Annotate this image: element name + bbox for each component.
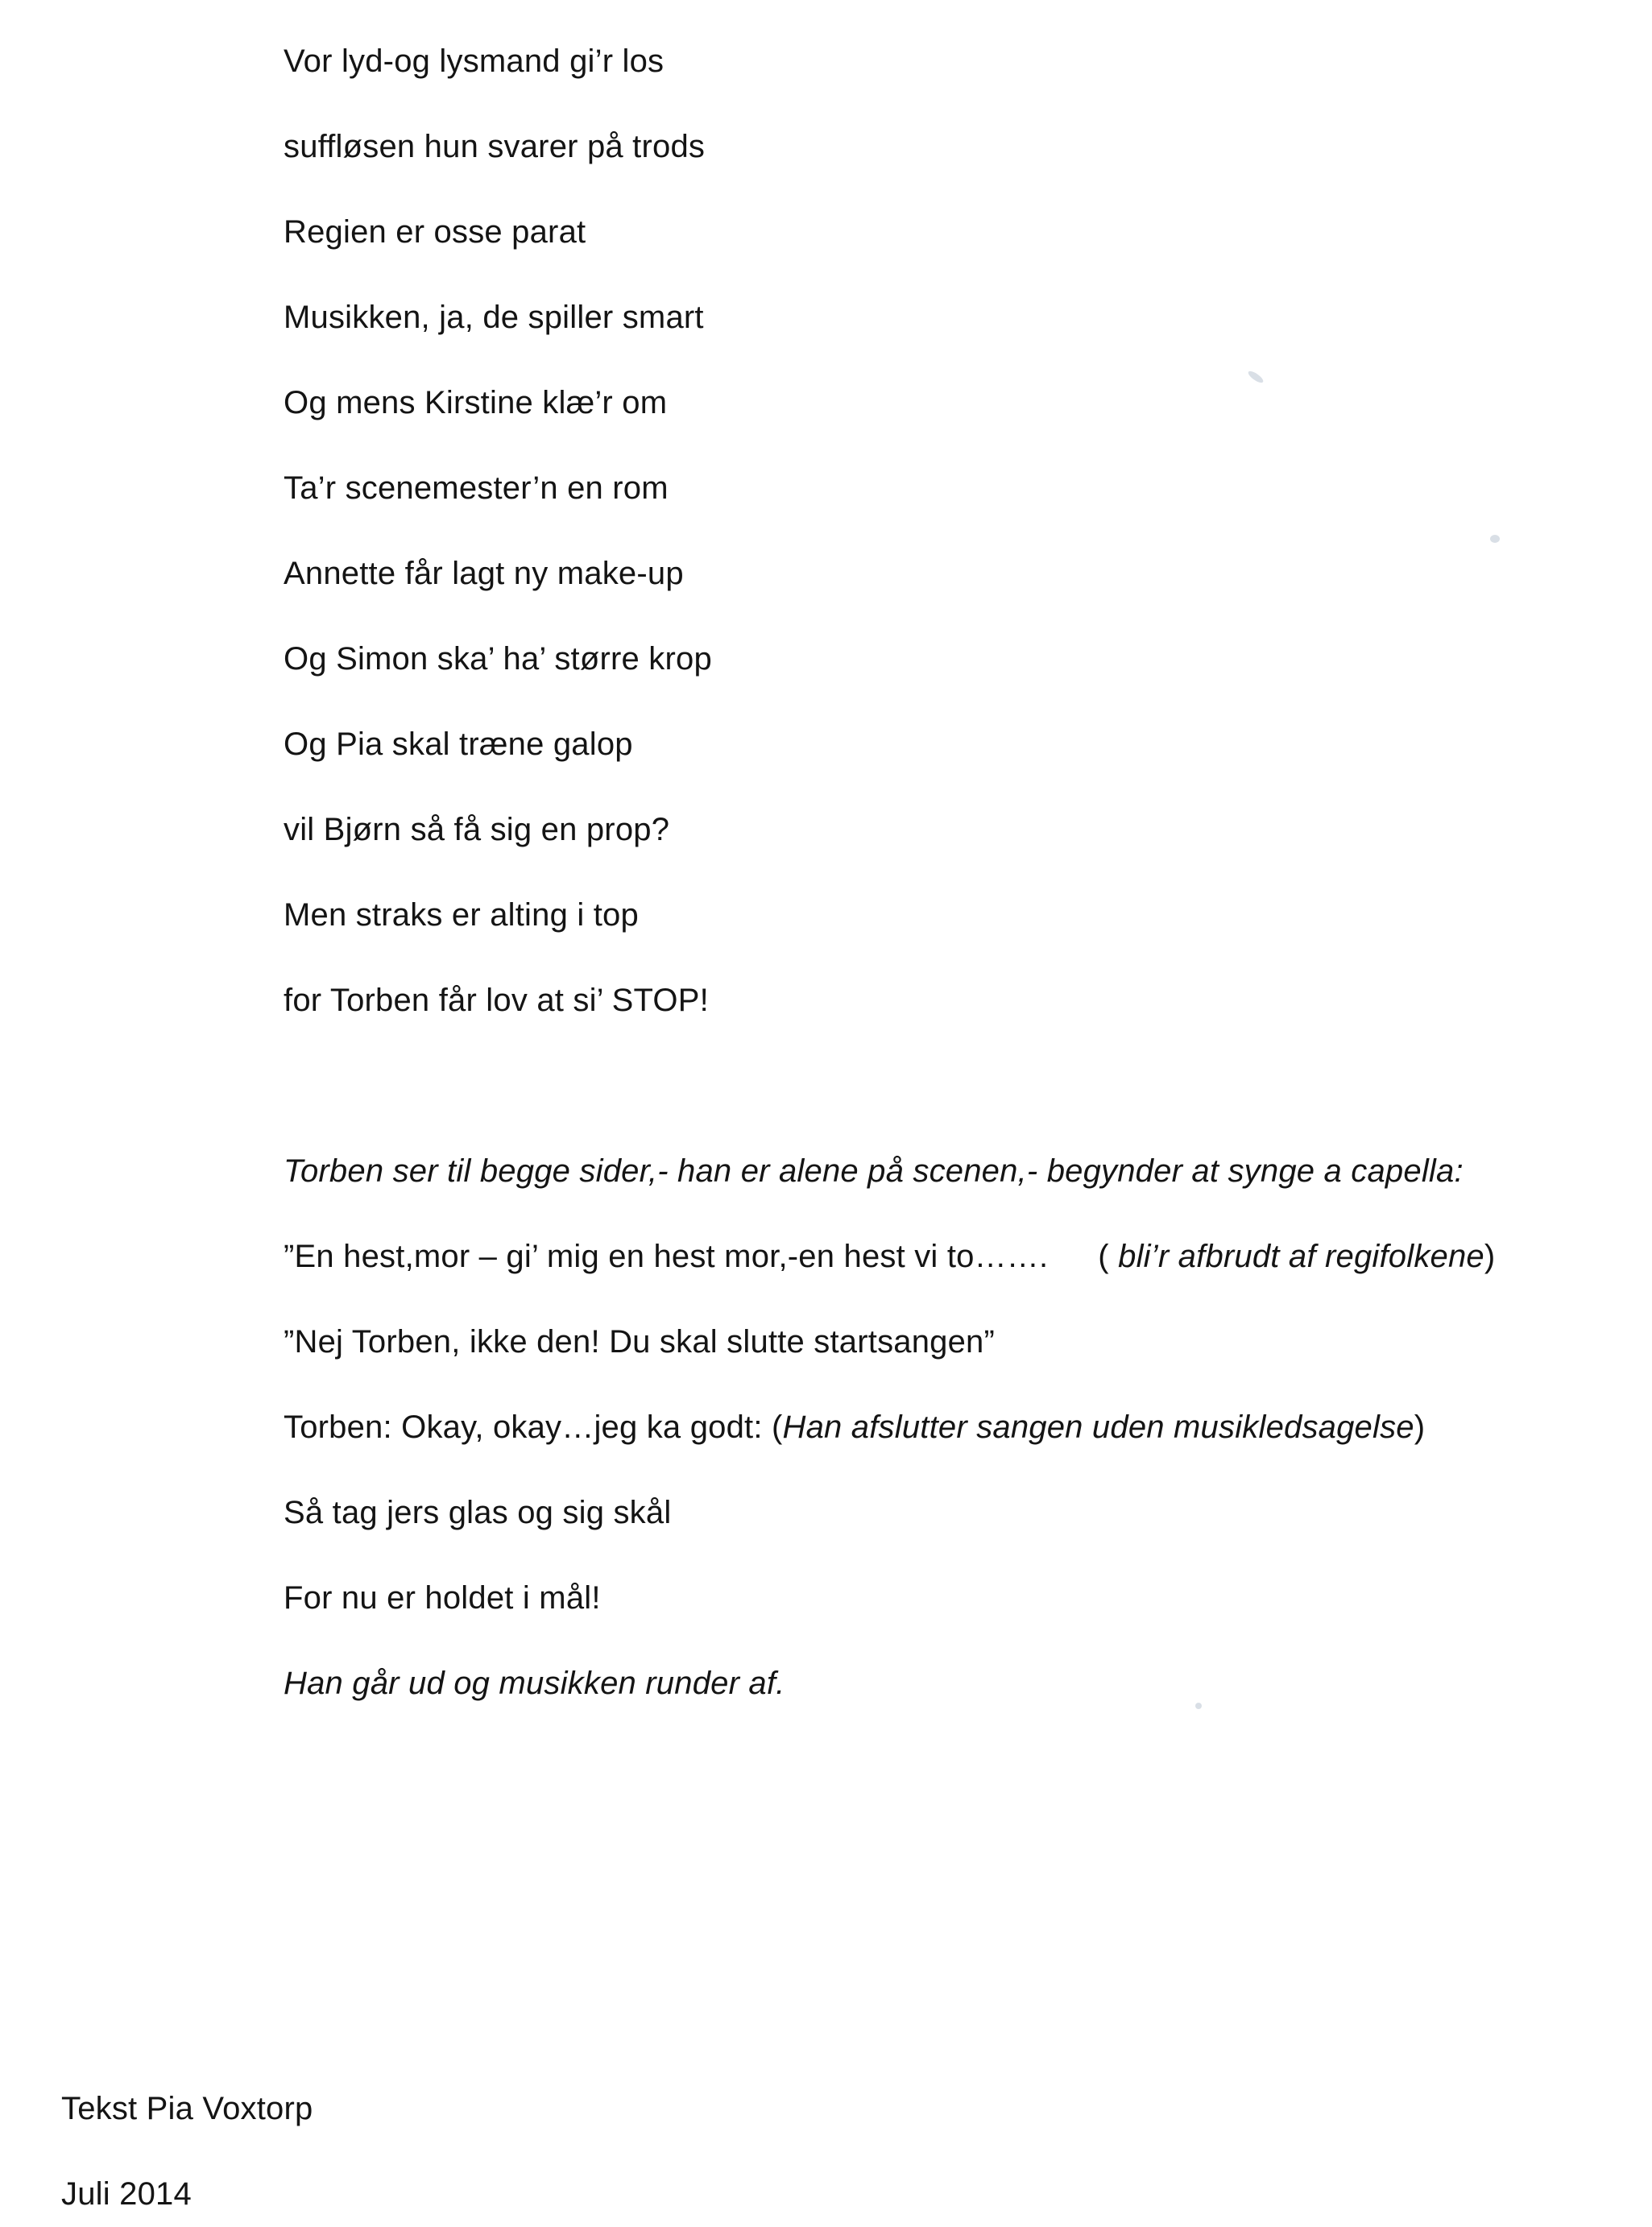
verse-line: vil Bjørn så få sig en prop? [284, 812, 670, 847]
verse-line: Ta’r scenemester’n en rom [284, 470, 669, 506]
scan-speck [1490, 535, 1500, 543]
torben-close: ) [1414, 1409, 1426, 1445]
song-line: ”En hest,mor – gi’ mig en hest mor,-en hest vi to……. [284, 1239, 1049, 1274]
torben-direction: Han afslutter sangen uden musikledsagelse [782, 1409, 1414, 1445]
interruption-direction: bli’r afbrudt af regifolkene [1118, 1239, 1484, 1274]
dialogue-line [284, 1237, 1495, 1276]
verse-line: for Torben får lov at si’ STOP! [284, 983, 709, 1018]
torben-line [284, 1408, 1425, 1447]
verse-line: Musikken, ja, de spiller smart [284, 300, 704, 335]
verse-line: Og Simon ska’ ha’ større krop [284, 641, 712, 677]
verse-line: Annette får lagt ny make-up [284, 556, 684, 591]
verse-line: Vor lyd-og lysmand gi’r los [284, 43, 665, 79]
closing-stage-direction: Han går ud og musikken runder af. [284, 1666, 785, 1701]
verse-line: Og mens Kirstine klæ’r om [284, 385, 668, 420]
verse-line: Regien er osse parat [284, 214, 586, 250]
interruption-open: ( [1098, 1239, 1119, 1274]
torben-speech: Torben: Okay, okay…jeg ka godt: ( [284, 1409, 783, 1445]
scan-speck [1195, 1703, 1202, 1709]
final-verse-line: Så tag jers glas og sig skål [284, 1495, 672, 1530]
verse-line: Og Pia skal træne galop [284, 726, 633, 762]
verse-line: Men straks er alting i top [284, 897, 639, 933]
interruption-close: ) [1484, 1239, 1496, 1274]
author-credit: Tekst Pia Voxtorp [61, 2091, 313, 2126]
stage-direction: Torben ser til begge sider,- han er alene på scenen,- begynder at synge a capella: [284, 1153, 1464, 1189]
verse-line: suffløsen hun svarer på trods [284, 129, 706, 164]
reply-line: ”Nej Torben, ikke den! Du skal slutte startsangen” [284, 1324, 996, 1360]
scan-speck [1247, 369, 1265, 384]
date: Juli 2014 [61, 2176, 192, 2212]
final-verse-line: For nu er holdet i mål! [284, 1580, 601, 1616]
